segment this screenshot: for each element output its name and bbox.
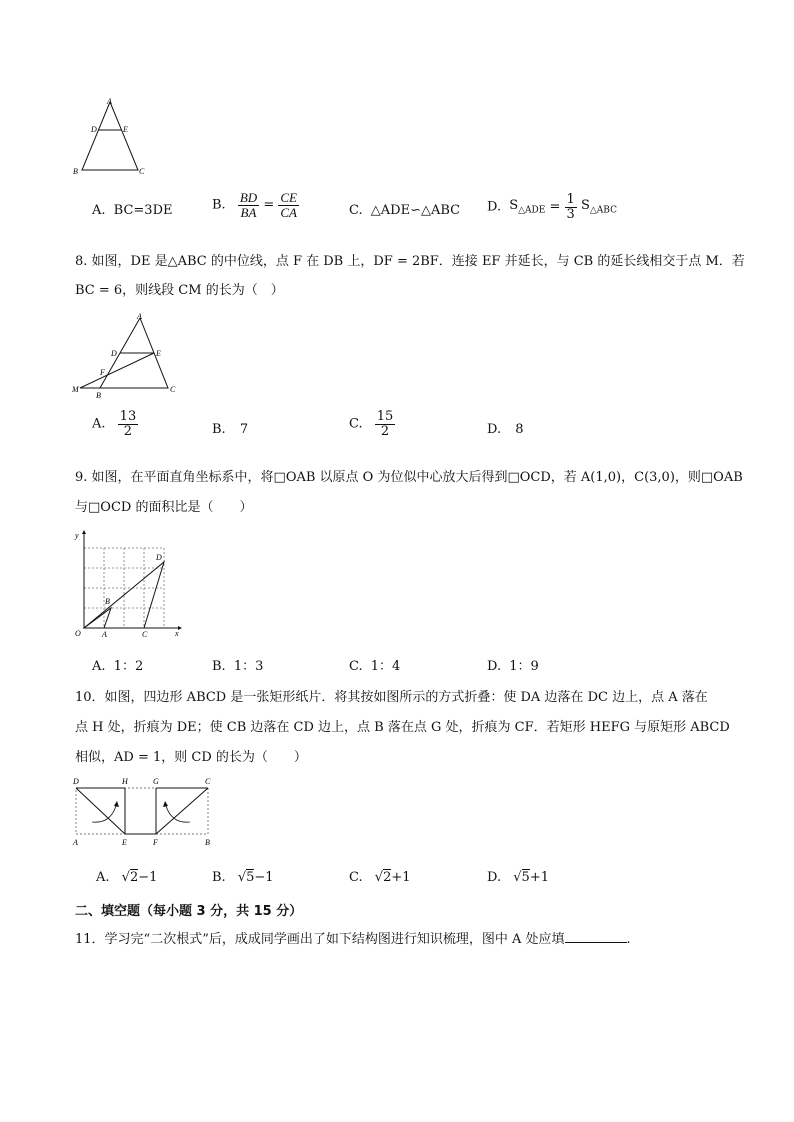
q10-stem-line-3: 相似，AD = 1，则 CD 的长为（ ） (75, 750, 307, 765)
q7-option-b-fraction-1 (238, 191, 259, 219)
q9-option-a (92, 655, 143, 674)
q10-option-d-letter: D. (487, 870, 502, 885)
q10-option-a-letter: A. (96, 870, 110, 885)
q8-label-f: F (100, 368, 105, 377)
q10-option-b-letter: B. (212, 870, 226, 885)
q10-option-c (349, 870, 411, 885)
q8-option-a-letter: A. (92, 416, 106, 432)
q8-stem-line-2: BC = 6，则线段 CM 的长为（ ） (75, 283, 284, 298)
q9-label-o: O (75, 629, 81, 638)
q7-option-c-letter: C. (349, 203, 363, 218)
q7-label-c: C (139, 167, 145, 176)
q9-option-d-text: 1：9 (509, 659, 539, 674)
q8-label-m: M (72, 385, 79, 394)
q7-option-c (349, 203, 460, 218)
q9-option-a-text: 1：2 (113, 659, 144, 674)
q7-label-a: A (107, 97, 112, 106)
q9-option-d (487, 655, 539, 674)
q7-option-b-fraction-2 (278, 191, 299, 219)
q10-label-d: D (73, 777, 79, 786)
q7-option-b-eq: = (263, 197, 275, 213)
q11-stem (75, 928, 631, 947)
q9-label-d: D (156, 553, 162, 562)
q7-option-d-s2: $S_{\triangle ABC}$ (580, 198, 617, 216)
q10-label-h: H (122, 777, 128, 786)
q8-option-c-fraction: $\frac{15}{2}$ (376, 409, 394, 439)
q7-option-a-letter: A. (92, 203, 106, 218)
q9-coordinate-figure (70, 526, 190, 646)
q8-label-d: D (111, 349, 117, 358)
q9-option-b-text: 1：3 (233, 659, 264, 674)
q9-option-c-text: 1：4 (370, 659, 401, 674)
q7-option-d-letter: D. (487, 199, 502, 215)
q7-option-c-text: △ADE∽△ABC (370, 203, 461, 218)
q9-option-c-letter: C. (349, 659, 363, 674)
q7-option-b-num-2: CE (280, 190, 297, 205)
q10-label-g: G (153, 777, 159, 786)
q8-option-d (487, 422, 524, 437)
q8-label-c: C (170, 385, 176, 394)
q10-option-b (212, 870, 274, 885)
q8-option-b (212, 422, 248, 437)
q10-option-d (487, 870, 549, 885)
q10-rectangle-figure (70, 776, 220, 851)
q11-answer-blank[interactable] (565, 930, 627, 943)
q7-label-b: B (73, 167, 78, 176)
q8-option-c-letter: C. (349, 416, 363, 432)
q8-option-c (349, 410, 395, 438)
q7-option-d-s1: $S_{\triangle ADE}$ (509, 198, 546, 216)
q8-label-a: A (137, 312, 142, 321)
q10-option-a-expr: √2−1 (121, 870, 158, 885)
q8-option-b-letter: B. (212, 422, 226, 437)
q10-option-d-expr: √5+1 (513, 870, 549, 885)
q10-label-b: B (205, 838, 210, 847)
q9-stem-line-1: 9. 如图，在平面直角坐标系中，将□OAB 以原点 O 为位似中心放大后得到□OCD，若 A(1,0)，C(3,0)，则□OAB (75, 470, 743, 485)
q10-option-c-expr: √2+1 (374, 870, 411, 885)
q9-label-y: y (75, 531, 79, 540)
q7-option-b-letter: B. (212, 197, 226, 213)
q7-option-a (92, 203, 173, 218)
q10-stem-line-2: 点 H 处，折痕为 DE；使 CB 边落在 CD 边上，点 B 落在点 G 处，折痕为 CF．若矩形 HEFG 与原矩形 ABCD (75, 720, 730, 735)
q7-option-b-den-1: BA (240, 204, 257, 220)
q7-option-b (212, 191, 299, 219)
q10-option-c-letter: C. (349, 870, 363, 885)
q10-option-b-expr: √5−1 (237, 870, 274, 885)
q9-label-x: x (175, 629, 179, 638)
q8-stem-line-1: 8. 如图，DE 是△ABC 的中位线，点 F 在 DB 上，DF = 2BF．连接 EF 并延长，与 CB 的延长线相交于点 M．若 (75, 254, 745, 269)
section-2-title: 二、填空题（每小题 3 分，共 15 分） (75, 904, 303, 919)
q10-option-a (96, 870, 157, 885)
q10-label-f: F (153, 838, 158, 847)
q8-label-b: B (96, 391, 101, 400)
q9-option-d-letter: D. (487, 659, 502, 674)
q8-option-b-text: 7 (239, 422, 249, 437)
q7-label-e: E (123, 125, 128, 134)
q7-option-a-text: BC=3DE (113, 203, 173, 218)
q10-stem-line-1: 10．如图，四边形 ABCD 是一张矩形纸片．将其按如图所示的方式折叠：使 DA 边落在 DC 边上，点 A 落在 (75, 690, 708, 705)
q9-option-b (212, 655, 263, 674)
q7-option-d (487, 193, 617, 221)
q10-label-a: A (73, 838, 78, 847)
q11-text: 11．学习完“二次根式”后，成成同学画出了如下结构图进行知识梳理，图中 A 处应填 (75, 932, 565, 947)
q11-end: . (626, 932, 631, 947)
q8-option-d-letter: D. (487, 422, 502, 437)
q8-option-a-fraction: $\frac{13}{2}$ (119, 409, 137, 439)
q9-option-b-letter: B. (212, 659, 226, 674)
q10-label-c: C (205, 777, 211, 786)
q7-option-b-den-2: CA (280, 204, 297, 220)
q9-label-c: C (142, 630, 148, 639)
q7-option-d-fraction: $\frac{1}{3}$ (566, 192, 575, 222)
q7-option-b-num-1: BD (239, 190, 258, 205)
q7-triangle-figure (70, 98, 150, 178)
q7-option-d-eq: = (549, 199, 561, 215)
q9-stem-line-2: 与□OCD 的面积比是（ ） (75, 500, 253, 515)
q9-option-c (349, 655, 400, 674)
q9-option-a-letter: A. (92, 659, 106, 674)
q9-label-b: B (105, 597, 110, 606)
q10-label-e: E (122, 838, 127, 847)
q8-triangle-figure (70, 312, 180, 402)
q9-label-a: A (102, 630, 107, 639)
q8-option-a (92, 410, 138, 438)
q8-label-e: E (156, 349, 161, 358)
q8-option-d-text: 8 (515, 422, 524, 437)
q7-label-d: D (91, 125, 97, 134)
